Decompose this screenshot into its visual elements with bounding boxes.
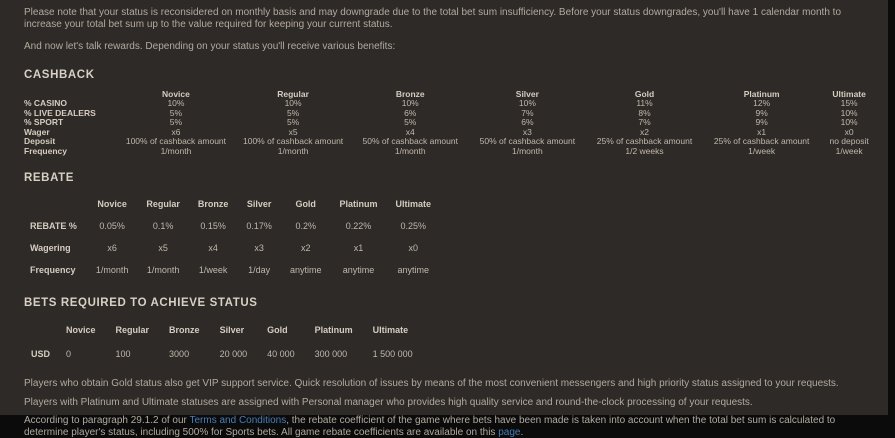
terms-paragraph-middle: , the rebate coefficient of the game where bets have been made is taken into account when the total bet sum is calculated to determine player's status, including 500% for Sports bets. All game rebate coefficients are available on this (24, 415, 836, 438)
column-header: Novice (162, 88, 190, 99)
row-label: USD (31, 349, 51, 359)
cell-value: 1/week (835, 145, 863, 156)
cell-value: 40 000 (267, 349, 295, 359)
bets-required-heading: BETS REQUIRED TO ACHIEVE STATUS (24, 297, 258, 309)
column-header: Platinum (339, 199, 378, 209)
cell-value: 1/month (512, 145, 543, 156)
column-header: Ultimate (395, 199, 431, 209)
cell-value: 1/week (748, 145, 776, 156)
row-label: % CASINO (24, 98, 67, 108)
cell-value: 25% of cashback amount (596, 136, 693, 146)
cell-value: 15% (840, 98, 858, 108)
rewards-intro-paragraph: And now let's talk rewards. Depending on your status you'll receive various benefits: (24, 41, 396, 52)
cell-value: x3 (254, 243, 264, 253)
header-row (24, 318, 433, 342)
cell-value: 0.15% (200, 221, 226, 231)
row-label: Frequency (30, 265, 76, 275)
terms-paragraph-end: . (520, 426, 524, 438)
table-row (24, 118, 878, 128)
cell-value: x2 (640, 126, 649, 137)
column-header: Gold (295, 199, 316, 209)
cell-value: 6% (404, 107, 417, 118)
cell-value: 0.22% (345, 221, 372, 231)
cell-value: 10% (167, 98, 185, 108)
rebate-coefficients-page-link[interactable]: page (498, 426, 521, 438)
column-header: Bronze (197, 199, 229, 209)
cell-value: 9% (755, 117, 768, 127)
column-header: Silver (219, 325, 245, 335)
header-row (24, 90, 878, 100)
row-label: Frequency (24, 145, 67, 156)
table-row (24, 147, 878, 157)
terms-and-conditions-link[interactable]: Terms and Conditions (189, 415, 287, 426)
header-row (24, 193, 440, 215)
bets-required-table (24, 318, 433, 366)
column-header: Ultimate (832, 88, 866, 99)
cell-value: anytime (289, 265, 322, 275)
cell-value: x5 (158, 243, 168, 253)
cell-value: 12% (753, 98, 771, 108)
rebate-heading: REBATE (24, 172, 75, 184)
column-header: Ultimate (372, 325, 409, 335)
cell-value: 20 000 (219, 349, 248, 359)
terms-paragraph (24, 415, 878, 438)
cell-value: 0.1% (152, 221, 174, 231)
cell-value: 1/2 weeks (625, 145, 664, 156)
cell-value: 1/month (277, 145, 309, 156)
cell-value: 11% (636, 98, 653, 108)
table-row (24, 259, 440, 281)
status-reconsideration-paragraph: Please note that your status is reconsidered on monthly basis and may downgrade due to the total bet sum insufficiency. Before your status downgrades, you'll have 1 calendar month to increase your total bet sum up to the value required for keeping your current status. (24, 7, 842, 30)
table-row (24, 342, 433, 366)
row-label: Wagering (30, 243, 71, 253)
column-header: Silver (515, 88, 539, 99)
cell-value: 5% (286, 107, 300, 118)
cell-value: x6 (107, 243, 117, 253)
column-header: Regular (115, 325, 150, 335)
column-header: Gold (634, 88, 655, 99)
cell-value: 1/month (95, 265, 129, 275)
cell-value: x5 (288, 126, 298, 137)
cell-value: 5% (286, 117, 300, 127)
cell-value: 1/month (160, 145, 192, 156)
column-header: Platinum (743, 88, 780, 99)
personal-manager-paragraph: Players with Platinum and Ultimate statuses are assigned with Personal manager who provides high quality service and round-the-clock processing of your requests. (24, 396, 753, 408)
cell-value: 100 (115, 349, 131, 359)
outro-section (24, 378, 878, 438)
row-label: Wager (24, 126, 50, 137)
cell-value: x4 (208, 243, 218, 253)
cell-value: 1/month (394, 145, 426, 156)
cell-value: 5% (169, 117, 183, 127)
cell-value: 10% (840, 117, 858, 127)
table-row (24, 99, 878, 109)
cell-value: 1/month (146, 265, 180, 275)
cell-value: 7% (521, 107, 534, 118)
cell-value: anytime (397, 265, 429, 275)
cell-value: 100% of cashback amount (125, 136, 227, 146)
cell-value: 1 500 000 (372, 349, 413, 359)
cell-value: x3 (522, 126, 532, 137)
cell-value: 3000 (169, 349, 190, 359)
cell-value: 25% of cashback amount (713, 136, 810, 146)
column-header: Bronze (395, 88, 425, 99)
cell-value: 50% of cashback amount (479, 136, 576, 146)
cell-value: 10% (401, 98, 419, 108)
corner-cell (24, 193, 87, 215)
cell-value: 10% (840, 107, 858, 118)
corner-cell (24, 318, 66, 342)
cell-value: 0 (66, 349, 72, 359)
cell-value: x4 (405, 126, 415, 137)
cell-value: 8% (638, 107, 651, 118)
column-header: Novice (66, 325, 96, 335)
cell-value: anytime (342, 265, 375, 275)
gold-vip-support-paragraph: Players who obtain Gold status also get VIP support service. Quick resolution of issues by means of the most convenient messengers and high priority status assigned to your requests. (24, 378, 839, 389)
cell-value: x6 (171, 126, 181, 137)
cell-value: no deposit (829, 136, 869, 146)
cell-value: 6% (521, 117, 534, 127)
cashback-heading: CASHBACK (24, 68, 95, 81)
column-header: Platinum (314, 325, 353, 335)
cell-value: 5% (169, 107, 183, 118)
cell-value: 10% (284, 98, 302, 108)
cell-value: 0.17% (246, 221, 272, 231)
column-header: Bronze (169, 325, 200, 335)
cell-value: 300 000 (314, 349, 348, 359)
cashback-table (24, 90, 878, 157)
cell-value: 9% (755, 107, 768, 118)
cell-value: x1 (353, 243, 364, 253)
column-header: Novice (97, 199, 127, 209)
cell-value: x1 (757, 126, 767, 137)
table-row (24, 237, 440, 259)
cell-value: x0 (408, 243, 418, 253)
cell-value: x2 (300, 243, 311, 253)
table-row (24, 109, 878, 119)
cell-value: 0.25% (400, 221, 426, 231)
cell-value: 7% (638, 117, 651, 127)
column-header: Regular (146, 199, 180, 209)
rebate-table (24, 193, 440, 281)
row-label: % SPORT (24, 117, 64, 127)
cell-value: 1/day (248, 265, 271, 275)
cell-value: 5% (404, 117, 417, 127)
cell-value: 10% (518, 98, 536, 108)
cell-value: 0.2% (295, 221, 316, 231)
table-row (24, 215, 440, 237)
column-header: Silver (246, 199, 272, 209)
cell-value: x0 (844, 126, 854, 137)
cell-value: 1/week (198, 265, 228, 275)
column-header: Regular (277, 88, 309, 99)
cell-value: 50% of cashback amount (362, 136, 458, 146)
row-label: % LIVE DEALERS (24, 107, 96, 118)
terms-paragraph-start: According to paragraph 29.1.2 of our (24, 415, 190, 426)
column-header: Gold (267, 325, 288, 335)
cell-value: 0.05% (99, 221, 125, 231)
row-label: REBATE % (30, 221, 77, 231)
cell-value: 100% of cashback amount (242, 136, 344, 146)
row-label: Deposit (24, 136, 56, 146)
